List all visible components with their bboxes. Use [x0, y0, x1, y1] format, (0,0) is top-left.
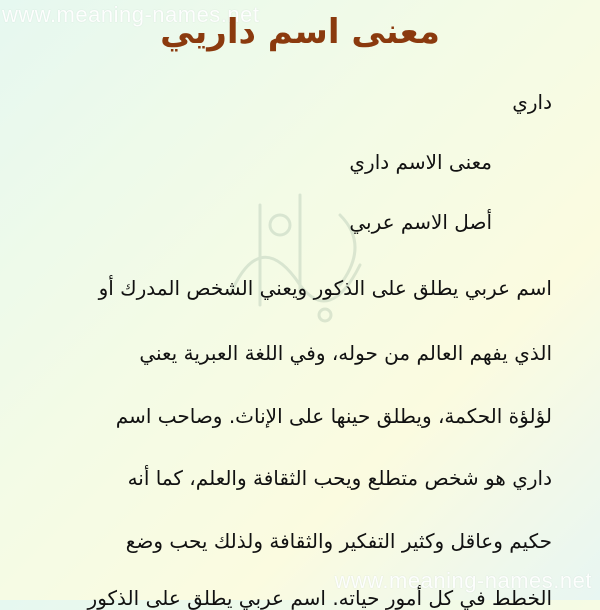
- meaning-line: معنى الاسم داري: [349, 150, 492, 174]
- watermark-bottom: www.meaning-names.net: [334, 568, 592, 593]
- paragraph-line: لؤلؤة الحكمة، ويطلق حينها على الإناث. وصاحب اسم: [115, 404, 552, 428]
- paragraph-line: الخطط في كل أمور حياته. اسم عربي يطلق على الذكور: [87, 586, 552, 610]
- paragraph-line: حكيم وعاقل وكثير التفكير والثقافة ولذلك يحب وضع: [125, 529, 552, 553]
- name-line: داري: [512, 90, 552, 114]
- paragraph-line: الذي يفهم العالم من حوله، وفي اللغة العبرية يعني: [139, 341, 552, 365]
- paragraph-line: داري هو شخص متطلع ويحب الثقافة والعلم، كما أنه: [127, 466, 552, 490]
- page-title: معنى اسم داريي: [160, 12, 440, 52]
- paragraph-line: اسم عربي يطلق على الذكور ويعني الشخص المدرك أو: [98, 276, 552, 300]
- origin-line: أصل الاسم عربي: [349, 210, 492, 234]
- watermark-top: www.meaning-names.net: [2, 2, 260, 27]
- background-logo: [200, 165, 410, 335]
